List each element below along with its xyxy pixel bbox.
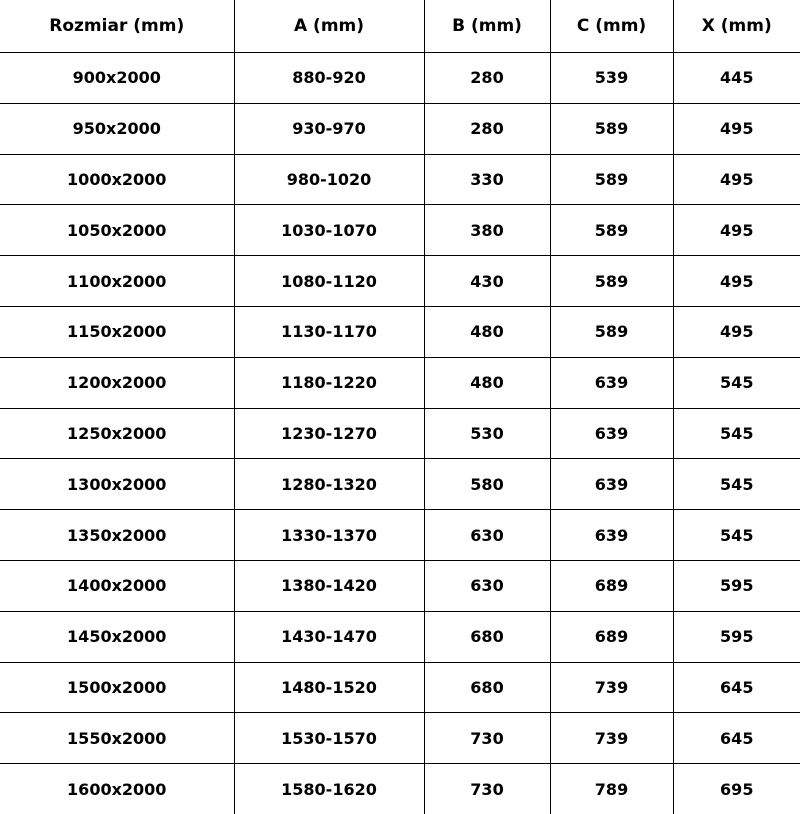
cell-x: 645: [673, 713, 800, 764]
cell-b: 730: [424, 713, 550, 764]
cell-a: 930-970: [234, 103, 424, 154]
cell-x: 545: [673, 357, 800, 408]
cell-c: 639: [550, 408, 673, 459]
cell-a: 1030-1070: [234, 205, 424, 256]
cell-c: 789: [550, 764, 673, 814]
cell-a: 880-920: [234, 53, 424, 104]
cell-c: 639: [550, 510, 673, 561]
table-header-row: [0, 0, 800, 53]
cell-x: 695: [673, 764, 800, 814]
cell-x: 445: [673, 53, 800, 104]
table-row: [0, 306, 800, 357]
cell-c: 639: [550, 459, 673, 510]
cell-a: 1430-1470: [234, 611, 424, 662]
cell-x: 645: [673, 662, 800, 713]
cell-b: 580: [424, 459, 550, 510]
cell-x: 595: [673, 611, 800, 662]
cell-c: 589: [550, 154, 673, 205]
cell-x: 545: [673, 459, 800, 510]
cell-a: 1330-1370: [234, 510, 424, 561]
table-row: [0, 713, 800, 764]
table-row: [0, 560, 800, 611]
cell-size: 1200x2000: [0, 357, 234, 408]
cell-x: 495: [673, 154, 800, 205]
cell-a: 1530-1570: [234, 713, 424, 764]
cell-size: 1500x2000: [0, 662, 234, 713]
table-row: [0, 662, 800, 713]
cell-b: 630: [424, 560, 550, 611]
table-row: [0, 357, 800, 408]
cell-size: 1550x2000: [0, 713, 234, 764]
cell-b: 730: [424, 764, 550, 814]
cell-c: 589: [550, 103, 673, 154]
cell-a: 1080-1120: [234, 256, 424, 307]
column-header-size: Rozmiar (mm): [0, 0, 234, 53]
column-header-b: B (mm): [424, 0, 550, 53]
cell-x: 495: [673, 256, 800, 307]
cell-x: 545: [673, 408, 800, 459]
cell-size: 1450x2000: [0, 611, 234, 662]
cell-b: 630: [424, 510, 550, 561]
cell-a: 1380-1420: [234, 560, 424, 611]
cell-size: 1600x2000: [0, 764, 234, 814]
cell-b: 280: [424, 103, 550, 154]
cell-size: 1250x2000: [0, 408, 234, 459]
column-header-c: C (mm): [550, 0, 673, 53]
cell-c: 689: [550, 560, 673, 611]
cell-b: 480: [424, 357, 550, 408]
cell-size: 1050x2000: [0, 205, 234, 256]
cell-a: 1230-1270: [234, 408, 424, 459]
cell-a: 1580-1620: [234, 764, 424, 814]
cell-size: 1150x2000: [0, 306, 234, 357]
cell-c: 639: [550, 357, 673, 408]
cell-size: 1000x2000: [0, 154, 234, 205]
column-header-x: X (mm): [673, 0, 800, 53]
cell-c: 739: [550, 713, 673, 764]
cell-c: 689: [550, 611, 673, 662]
cell-b: 430: [424, 256, 550, 307]
cell-a: 1180-1220: [234, 357, 424, 408]
cell-b: 530: [424, 408, 550, 459]
cell-c: 589: [550, 205, 673, 256]
table-header: [0, 0, 800, 53]
cell-size: 1400x2000: [0, 560, 234, 611]
cell-x: 495: [673, 103, 800, 154]
cell-c: 739: [550, 662, 673, 713]
table-row: [0, 103, 800, 154]
table-row: [0, 611, 800, 662]
table-row: [0, 154, 800, 205]
cell-size: 1100x2000: [0, 256, 234, 307]
cell-c: 539: [550, 53, 673, 104]
cell-b: 680: [424, 662, 550, 713]
cell-b: 680: [424, 611, 550, 662]
cell-x: 595: [673, 560, 800, 611]
cell-size: 900x2000: [0, 53, 234, 104]
cell-x: 495: [673, 205, 800, 256]
cell-b: 480: [424, 306, 550, 357]
table-row: [0, 408, 800, 459]
cell-b: 330: [424, 154, 550, 205]
cell-a: 1130-1170: [234, 306, 424, 357]
cell-a: 1480-1520: [234, 662, 424, 713]
cell-size: 950x2000: [0, 103, 234, 154]
cell-c: 589: [550, 256, 673, 307]
table-body: [0, 53, 800, 814]
cell-b: 380: [424, 205, 550, 256]
cell-b: 280: [424, 53, 550, 104]
table-row: [0, 256, 800, 307]
cell-size: 1350x2000: [0, 510, 234, 561]
cell-size: 1300x2000: [0, 459, 234, 510]
cell-x: 495: [673, 306, 800, 357]
cell-x: 545: [673, 510, 800, 561]
cell-a: 980-1020: [234, 154, 424, 205]
table-row: [0, 205, 800, 256]
table-row: [0, 459, 800, 510]
table-row: [0, 764, 800, 814]
table-row: [0, 510, 800, 561]
cell-a: 1280-1320: [234, 459, 424, 510]
column-header-a: A (mm): [234, 0, 424, 53]
cell-c: 589: [550, 306, 673, 357]
table-row: [0, 53, 800, 104]
